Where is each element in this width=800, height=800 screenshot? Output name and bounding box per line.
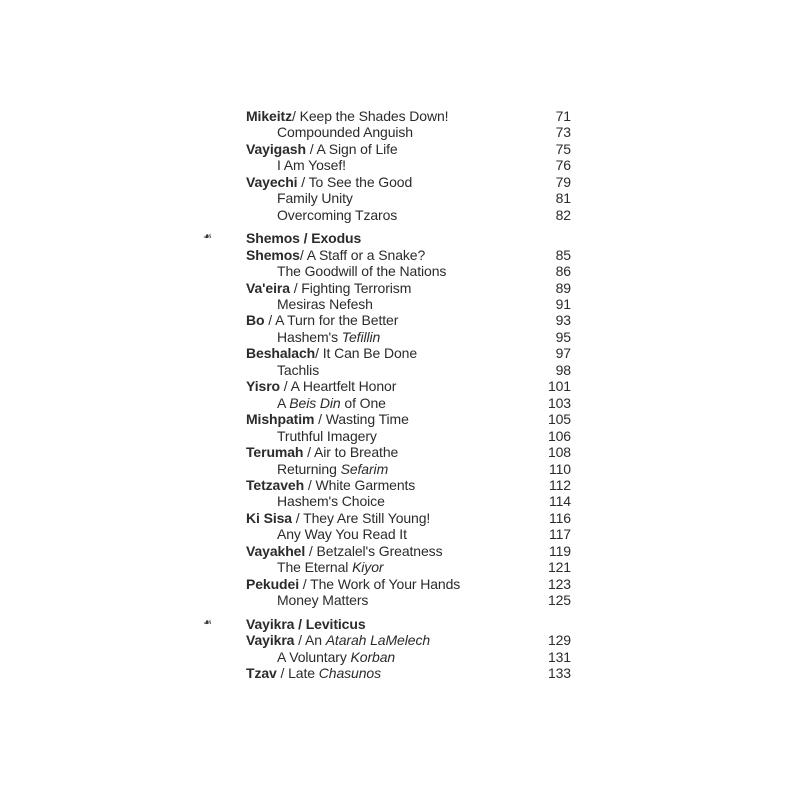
entry-title <box>246 665 381 681</box>
page-number: 79 <box>555 173 571 190</box>
parsha-name: Vayigash <box>246 140 306 157</box>
toc-subentry <box>246 428 571 444</box>
entry-title-text: White Garments <box>315 476 416 493</box>
page-number: 114 <box>548 493 571 510</box>
toc-subentry <box>246 649 571 665</box>
entry-title-text: A <box>277 394 290 411</box>
entry-title <box>246 329 380 345</box>
toc-subentry <box>246 362 571 378</box>
entry-title-text: Betzalel's Greatness <box>316 542 443 559</box>
entry-title-text: Overcoming Tzaros <box>277 206 398 223</box>
section-header-label: Shemos / Exodus <box>246 230 362 247</box>
entry-title <box>246 576 460 592</box>
page-number: 106 <box>547 427 571 444</box>
toc-entry <box>246 444 571 460</box>
entry-title-text: Air to Breathe <box>314 444 399 461</box>
page-number: 97 <box>555 345 571 362</box>
entry-title-text: Hashem's <box>277 328 342 345</box>
toc-entry <box>246 312 571 328</box>
toc-entry <box>246 280 571 296</box>
separator-slash: / <box>303 444 314 461</box>
parsha-name: Mikeitz <box>246 108 292 124</box>
entry-title <box>246 296 373 312</box>
entry-title <box>246 395 386 411</box>
entry-title-text: A Heartfelt Honor <box>290 378 397 395</box>
entry-title <box>246 141 398 157</box>
toc-subentry <box>246 592 571 608</box>
separator-slash: / <box>305 542 317 559</box>
separator-slash: / <box>294 632 305 649</box>
toc-entry <box>246 477 571 493</box>
parsha-name: Beshalach <box>246 345 316 362</box>
toc-entry <box>246 576 571 592</box>
separator-slash: / <box>280 378 291 395</box>
entry-title <box>246 493 385 509</box>
entry-title-italic-text: Chasunos <box>318 664 381 681</box>
entry-title-text: Late <box>288 664 319 681</box>
toc-entry <box>246 411 571 427</box>
toc-subentry <box>246 493 571 509</box>
page-number: 133 <box>547 664 571 681</box>
parsha-name: Vayakhel <box>246 542 306 559</box>
page-number: 131 <box>547 648 571 665</box>
page-number: 91 <box>555 295 571 312</box>
entry-title-text: A Turn for the Better <box>275 312 399 329</box>
toc-subentry <box>246 395 571 411</box>
entry-title-text: The Work of Your Hands <box>310 575 461 592</box>
entry-title <box>246 543 442 559</box>
entry-title <box>246 510 430 526</box>
entry-title-text: Fighting Terrorism <box>301 279 412 296</box>
separator-slash: / <box>297 173 309 190</box>
leaf-ornament-icon: ❧ <box>203 231 213 244</box>
page-number: 117 <box>548 526 571 543</box>
entry-title-text: Keep the Shades Down! <box>299 108 449 124</box>
entry-title <box>246 312 398 328</box>
page-number: 98 <box>555 361 571 378</box>
entry-title-italic-text: Kiyor <box>352 559 384 576</box>
toc-entry <box>246 665 571 681</box>
parsha-name: Bo <box>246 312 265 329</box>
separator-slash: / <box>315 345 323 362</box>
page-number: 110 <box>548 460 571 477</box>
entry-title <box>246 190 353 206</box>
entry-title-text: Wasting Time <box>325 411 409 428</box>
toc-entry <box>246 247 571 263</box>
page-number: 73 <box>555 124 571 141</box>
toc-entry <box>246 345 571 361</box>
entry-title <box>246 592 368 608</box>
entry-title <box>246 345 417 361</box>
entry-title-text: Money Matters <box>277 592 369 609</box>
entry-title-text: A Voluntary <box>277 648 351 665</box>
entry-title-text: An <box>304 632 326 649</box>
entry-title <box>246 526 407 542</box>
toc-subentry <box>246 124 571 140</box>
entry-title <box>246 174 412 190</box>
entry-title-italic-text: Beis Din <box>289 394 341 411</box>
entry-title-text: Truthful Imagery <box>277 427 377 444</box>
separator-slash: / <box>314 411 326 428</box>
entry-title-text: Any Way You Read It <box>277 526 407 543</box>
entry-title-italic-text: Korban <box>350 648 396 665</box>
parsha-name: Tetzaveh <box>246 476 305 493</box>
entry-title <box>246 649 395 665</box>
page-number: 71 <box>555 108 571 124</box>
page-number: 119 <box>548 542 571 559</box>
page-number: 101 <box>547 378 571 395</box>
entry-title-text: A Staff or a Snake? <box>306 246 426 263</box>
parsha-name: Vayikra <box>246 632 295 649</box>
entry-title <box>246 444 398 460</box>
page-number: 85 <box>555 246 571 263</box>
toc-subentry <box>246 526 571 542</box>
entry-title <box>246 632 430 648</box>
separator-slash: / <box>299 575 311 592</box>
parsha-name: Shemos <box>246 246 300 263</box>
page-number: 93 <box>555 312 571 329</box>
page-number: 116 <box>548 509 571 526</box>
toc-section <box>203 230 571 609</box>
page-number: 86 <box>555 263 571 280</box>
parsha-name: Va'eira <box>246 279 290 296</box>
page-number: 81 <box>555 190 571 207</box>
entry-title-text: To See the Good <box>308 173 413 190</box>
separator-slash: / <box>289 279 302 296</box>
entry-title-text: Returning <box>277 460 341 477</box>
entry-title <box>246 378 396 394</box>
separator-slash: / <box>264 312 276 329</box>
entry-title <box>246 263 446 279</box>
page-number: 89 <box>555 279 571 296</box>
parsha-name: Mishpatim <box>246 411 315 428</box>
page-number: 82 <box>555 206 571 223</box>
entry-title-text: The Goodwill of the Nations <box>277 263 447 280</box>
entry-title-text: Mesiras Nefesh <box>277 295 373 312</box>
toc-entry <box>246 174 571 190</box>
toc-subentry <box>246 461 571 477</box>
entry-title <box>246 280 411 296</box>
parsha-name: Terumah <box>246 444 304 461</box>
entry-title-text: Family Unity <box>277 190 353 207</box>
toc-section <box>203 615 571 682</box>
separator-slash: / <box>292 509 304 526</box>
page-number: 95 <box>555 328 571 345</box>
entry-title-text: It Can Be Done <box>322 345 418 362</box>
toc-entry <box>246 378 571 394</box>
separator-slash: / <box>276 664 289 681</box>
separator-slash: / <box>305 140 317 157</box>
page-number: 108 <box>547 444 571 461</box>
entry-title <box>246 461 388 477</box>
entry-title-text: I Am Yosef! <box>277 157 346 174</box>
entry-title <box>246 428 377 444</box>
entry-title-text: The Eternal <box>277 559 353 576</box>
entry-title-text: Tachlis <box>277 361 320 378</box>
page-number: 103 <box>547 394 571 411</box>
entry-title <box>246 108 448 124</box>
entry-title <box>246 477 415 493</box>
parsha-name: Ki Sisa <box>246 509 292 526</box>
toc-entry <box>246 632 571 648</box>
entry-title <box>246 207 397 223</box>
page-number: 121 <box>547 559 571 576</box>
toc-entry <box>246 543 571 559</box>
toc-subentry <box>246 329 571 345</box>
toc-entry <box>246 141 571 157</box>
section-header <box>203 230 571 247</box>
entry-title <box>246 362 319 378</box>
page-number: 129 <box>547 632 571 649</box>
separator-slash: / <box>299 246 307 263</box>
entry-title-text: A Sign of Life <box>316 140 398 157</box>
entry-title <box>246 559 383 575</box>
entry-title-text: of One <box>340 394 386 411</box>
page-number: 76 <box>555 157 571 174</box>
page-number: 105 <box>547 411 571 428</box>
toc-subentry <box>246 296 571 312</box>
entry-title <box>246 124 413 140</box>
entry-title <box>246 157 346 173</box>
separator-slash: / <box>291 108 300 124</box>
toc-subentry <box>246 157 571 173</box>
table-of-contents <box>203 108 571 681</box>
entry-title <box>246 411 409 427</box>
page-number: 112 <box>548 476 571 493</box>
parsha-name: Vayechi <box>246 173 298 190</box>
toc-section <box>246 108 571 223</box>
toc-subentry <box>246 190 571 206</box>
entry-title-italic-text: Sefarim <box>340 460 389 477</box>
parsha-name: Yisro <box>246 378 280 395</box>
parsha-name: Tzav <box>246 664 277 681</box>
section-header-label: Vayikra / Leviticus <box>246 615 366 632</box>
entry-title <box>246 247 425 263</box>
entry-title-text: Compounded Anguish <box>277 124 413 141</box>
entry-title-text: Hashem's Choice <box>277 493 385 510</box>
separator-slash: / <box>304 476 316 493</box>
toc-entry <box>246 510 571 526</box>
page-number: 125 <box>547 592 571 609</box>
entry-title-italic-text: Tefillin <box>341 328 381 345</box>
page-number: 123 <box>547 575 571 592</box>
entry-title-italic-text: Atarah LaMelech <box>325 632 431 649</box>
leaf-ornament-icon: ❧ <box>203 616 213 629</box>
toc-subentry <box>246 207 571 223</box>
parsha-name: Pekudei <box>246 575 299 592</box>
section-header <box>203 615 571 632</box>
toc-subentry <box>246 263 571 279</box>
toc-subentry <box>246 559 571 575</box>
page-number: 75 <box>555 140 571 157</box>
entry-title-text: They Are Still Young! <box>303 509 431 526</box>
toc-entry <box>246 108 571 124</box>
